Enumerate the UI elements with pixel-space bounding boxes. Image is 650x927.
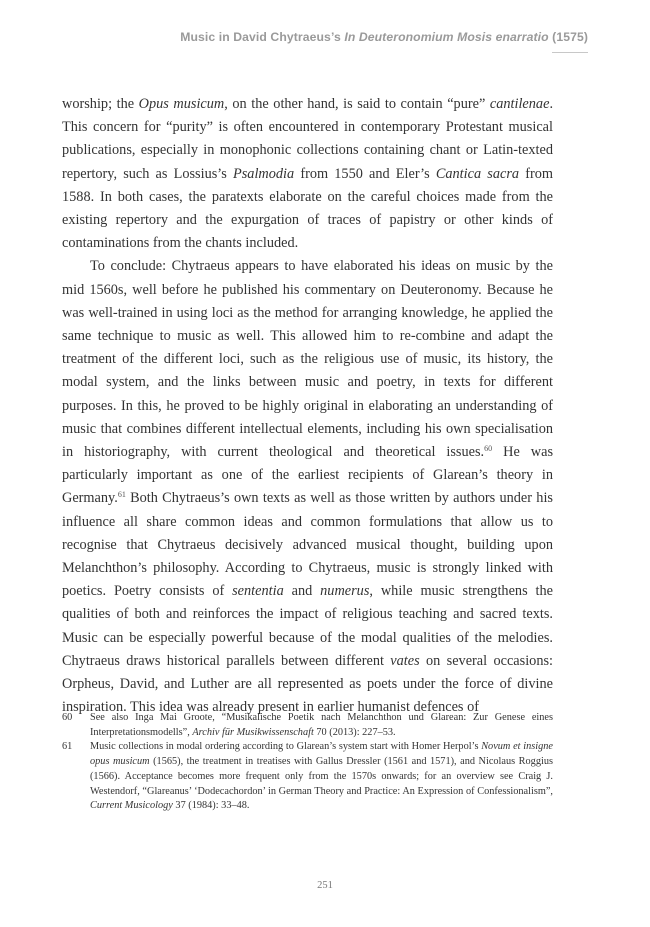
text-run: , while music strengthens the qualities of both and reinforces the impact of religious teaching and sacred texts. Music can be especially powerful because of the modal qualities of the melodies. Chytraeus draws historical parallels between different — [62, 583, 553, 669]
italic-title: Archiv für Musikwissenschaft — [192, 726, 314, 738]
italic-title: Current Musicology — [90, 800, 173, 812]
text-run: 70 (2013): 227–53. — [313, 726, 396, 738]
footnote-text — [90, 711, 553, 740]
text-run: on several occasions: Orpheus, David, and Luther are all represented as poets under the force of divine inspiration. This idea was already present in earlier humanist defences of — [62, 652, 553, 716]
text-run: worship; the — [62, 96, 139, 112]
header-rule — [552, 52, 588, 53]
italic-title: Cantica sacra — [435, 165, 520, 182]
text-run: and — [283, 583, 321, 600]
text-run: . This concern for “purity” is often encountered in contemporary Protestant musical publications, especially in monophonic collections containing chant or Latin-texted repertory, such as Lossius’s — [62, 96, 554, 182]
italic-term: numerus — [320, 583, 370, 600]
paragraph — [62, 255, 553, 719]
italic-title: Novum et insigne opus musicum — [90, 741, 553, 768]
main-text — [62, 93, 553, 719]
running-head — [180, 30, 588, 44]
text-run: , on the other hand, is said to contain “pure” — [224, 96, 490, 112]
italic-term: vates — [390, 652, 420, 669]
italic-title: Opus musicum — [138, 96, 225, 112]
text-run: 37 (1984): 33–48. — [172, 800, 250, 812]
footnote — [62, 740, 553, 814]
footnote — [62, 711, 553, 740]
footnotes — [62, 711, 553, 814]
footnote-ref[interactable]: 60 — [484, 444, 493, 454]
text-run: He was particularly important as one of the earliest recipients of Glarean’s theory in Germany. — [62, 444, 554, 507]
running-head-year: (1575) — [548, 30, 588, 44]
footnote-ref[interactable]: 61 — [117, 490, 126, 500]
italic-term: cantilenae — [489, 96, 550, 112]
text-run: Music collections in modal ordering according to Glarean’s system start with Homer Herpol’s — [90, 741, 482, 753]
paragraph — [62, 93, 553, 255]
text-run: (1565), the treatment in treatises with Gallus Dressler (1561 and 1571), and Nicolaus Roggius (1566). Acceptance becomes more frequent only from the 1570s onwards; for an overview see Craig J. Westendorf, “Glareanus’ ‘Dodecachordon’ in German Theory and Practice: An Expression of Confessionalism”, — [90, 756, 553, 797]
text-run: Both Chytraeus’s own texts as well as those written by authors under his influence all share common ideas and common formulations that allow us to recognise that Chytraeus decisively advanced musical thought, building upon Melanchthon’s philosophy. According to Chytraeus, music is strongly linked with poetics. Poetry consists of — [62, 490, 553, 600]
footnote-number: 60 — [62, 712, 73, 723]
italic-title: Psalmodia — [233, 165, 295, 182]
text-run: To conclude: Chytraeus appears to have elaborated his ideas on music by the mid 1560s, well before he published his commentary on Deuteronomy. Because he was well-trained in using loci as the method for arranging knowledge, he applied the same technique to music as well. This allowed him to re-combine and adapt the treatment of the different loci, such as the religious use of music, its history, the modal system, and the links between music and poetry, in texts for different purposes. In this, he proved to be highly original in elaborating an understanding of music that combines different intellectual elements, including his own specialisation in historiography, with current theological and theoretical issues. — [62, 258, 553, 461]
footnote-text — [90, 740, 553, 814]
italic-term: sententia — [232, 583, 284, 600]
running-head-text: Music in David Chytraeus’s — [180, 30, 345, 44]
running-head-title: In Deuteronomium Mosis enarratio — [344, 30, 549, 44]
page-number: 251 — [317, 880, 333, 891]
text-run: from 1588. In both cases, the paratexts elaborate on the careful choices made from the existing repertory and the expurgation of traces of papistry or other kinds of contaminations from the chants included. — [62, 165, 553, 252]
text-run: See also Inga Mai Groote, “Musikalische Poetik nach Melanchthon und Glarean: Zur Genese eines Interpretationsmodells”, — [90, 712, 553, 738]
footnote-number: 61 — [62, 741, 73, 753]
text-run: from 1550 and Eler’s — [294, 165, 436, 182]
